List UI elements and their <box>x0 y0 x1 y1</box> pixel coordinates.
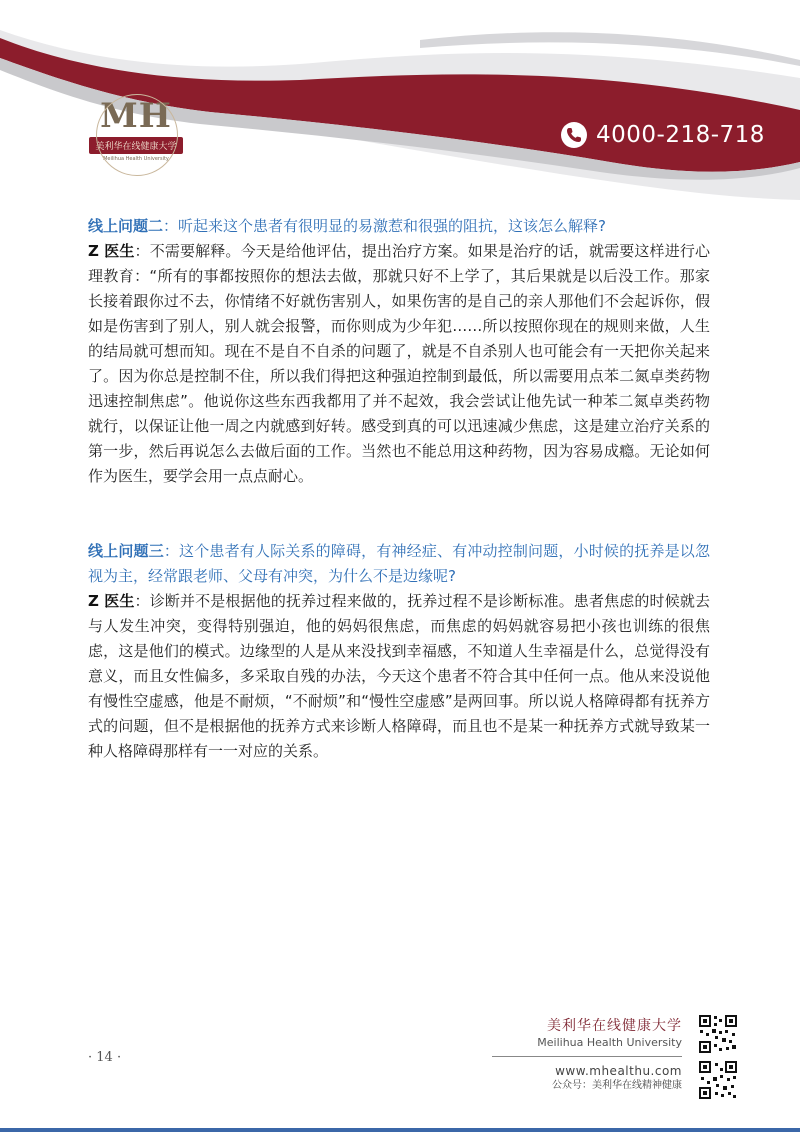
question-2-label: 线上问题二 <box>88 217 164 235</box>
page-number: · 14 · <box>88 1050 122 1065</box>
question-3-label: 线上问题三 <box>88 542 164 560</box>
brand-name-cn: 美利华在线健康大学 <box>547 1018 682 1034</box>
answer-2-text: ：不需要解释。今天是给他评估，提出治疗方案。如果是治疗的话，就需要这样进行心理教育：“所有的事都按照你的想法去做，那就只好不上学了，其后果就是以后没工作。那家长接着跟你过不去，你情绪不好就伤害别人，如果伤害的是自己的亲人那他们不会起诉你，假如是伤害到了别人，别人就会报警，而你则成为少年犯……所以按照你现在的规则来做，人生的结局就可想而知。现在不是自不自杀的问题了，就是不自杀别人也可能会有一天把你关起来了。因为你总是控制不住，所以我们得把这种强迫控制到最低，所以需要用点苯二氮卓类药物迅速控制焦虑”。他说你这些东西我都用了并不起效，我会尝试让他先试一种苯二氮卓类药物就行，以保证让他一周之内就感到好转。感受到真的可以迅速减少焦虑，这是建立治疗关系的第一步，然后再说怎么去做后面的工作。当然也不能总用这种药物，因为容易成瘾。无论如何作为医生，要学会用一点点耐心。 <box>88 242 710 485</box>
answer-3-label: Z 医生 <box>88 592 135 610</box>
question-3 <box>88 539 710 589</box>
answer-2-label: Z 医生 <box>88 242 135 260</box>
wechat-account: 公众号：美利华在线精神健康 <box>552 1080 682 1091</box>
logo-ring <box>96 94 178 176</box>
footer-brand <box>492 1017 682 1093</box>
question-3-text: ：这个患者有人际关系的障碍，有神经症、有冲动控制问题，小时候的抚养是以忽视为主，经常跟老师、父母有冲突，为什么不是边缘呢? <box>88 542 710 585</box>
answer-2 <box>88 239 710 489</box>
hotline <box>560 118 765 152</box>
brand-divider <box>492 1056 682 1057</box>
question-2-text: ：听起来这个患者有很明显的易激惹和很强的阻抗，这该怎么解释? <box>163 217 606 235</box>
bottom-accent-bar <box>0 1128 800 1132</box>
university-logo <box>88 98 184 168</box>
question-2 <box>88 214 710 239</box>
qr-code-icon-2 <box>698 1060 738 1100</box>
article-content <box>88 214 710 764</box>
phone-icon <box>560 121 588 149</box>
phone-number: 4000-218-718 <box>596 122 765 148</box>
brand-name-en: Meilihua Health University <box>537 1036 682 1049</box>
qr-code-icon <box>698 1014 738 1054</box>
answer-3 <box>88 589 710 764</box>
answer-3-text: ：诊断并不是根据他的抚养过程来做的，抚养过程不是诊断标准。患者焦虑的时候就去与人发生冲突，变得特别强迫，他的妈妈很焦虑，而焦虑的妈妈就容易把小孩也训练的很焦虑，这是他们的模式。边缘型的人是从来没找到幸福感，不知道人生幸福是什么，总觉得没有意义，而且女性偏多，多采取自残的办法，今天这个患者不符合其中任何一点。他从来没说他有慢性空虚感，他是不耐烦，“不耐烦”和“慢性空虚感”是两回事。所以说人格障碍都有抚养方式的问题，但不是根据他的抚养方式来诊断人格障碍，而且也不是某一种抚养方式就导致某一种人格障碍那样有一一对应的关系。 <box>88 592 710 760</box>
logo-subtitle: Meilihua Health University <box>103 156 169 162</box>
logo-mark: MH <box>100 96 172 136</box>
website-link[interactable]: www.mhealthu.com <box>555 1064 682 1078</box>
logo-band: 美利华在线健康大学 <box>89 137 182 154</box>
